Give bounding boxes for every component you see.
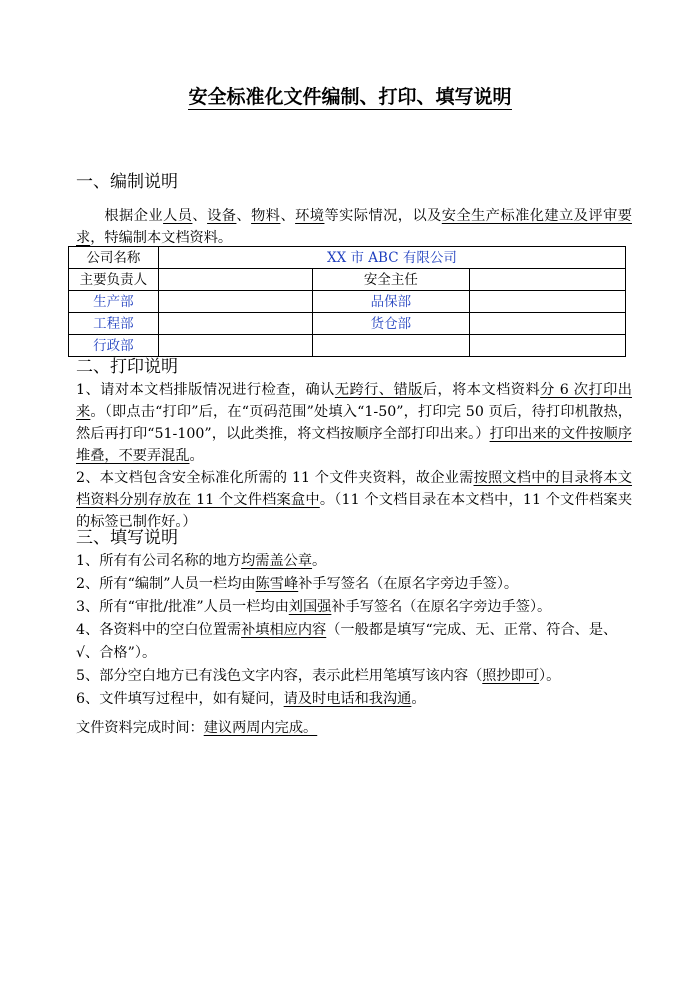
dept-engineering-label: 工程部 (69, 313, 159, 335)
company-info-table (68, 246, 626, 357)
company-name-label: 公司名称 (69, 247, 159, 269)
dept-quality-label: 品保部 (312, 291, 470, 313)
table-row (69, 269, 626, 291)
print-instruction-2: 2、本文档包含安全标准化所需的 11 个文件夹资料，故企业需按照文档中的目录将本文档资料分别存放在 11 个文件档案盒中。（11 个文档目录在本文档中，11 个文件档案夹的标签已制作好。） (76, 470, 633, 530)
fill-instruction-6: 6、文件填写过程中，如有疑问，请及时电话和我沟通。 (76, 691, 426, 707)
fill-instruction-5: 5、部分空白地方已有浅色文字内容，表示此栏用笔填写该内容（照抄即可）。 (76, 668, 561, 684)
dept-admin-value-cell (158, 335, 312, 357)
safety-director-label: 安全主任 (312, 269, 470, 291)
print-instruction-1: 1、请对本文档排版情况进行检查，确认无跨行、错版后，将本文档资料分 6 次打印出来。（即点击“打印”后，在“页码范围”处填入“1-50”，打印完 50 页后，待打印机散热，然后再打印“51-100”，以此类推，将文档按顺序全部打印出来。）打印出来的文件按顺序堆叠，不要弄混乱。 (76, 382, 632, 464)
table-row (69, 313, 626, 335)
dept-warehouse-label: 货仓部 (312, 313, 470, 335)
fill-instruction-1: 1、所有有公司名称的地方均需盖公章。 (76, 553, 327, 569)
fill-instruction-4: 4、各资料中的空白位置需补填相应内容（一般都是填写“完成、无、正常、符合、是、√、合格”）。 (76, 622, 618, 661)
section2-heading: 二、打印说明 (76, 357, 178, 377)
table-row (69, 335, 626, 357)
dept-production-value-cell (158, 291, 312, 313)
leader-value-cell (158, 269, 312, 291)
fill-instruction-3: 3、所有“审批/批准”人员一栏均由刘国强补手写签名（在原名字旁边手签）。 (76, 599, 552, 615)
dept-admin-label: 行政部 (69, 335, 159, 357)
section1-paragraph: 根据企业人员、设备、物料、环境等实际情况，以及安全生产标准化建立及评审要求，特编制本文档资料。 (76, 208, 632, 246)
completion-label: 文件资料完成时间： (76, 720, 204, 736)
dept-production-label: 生产部 (69, 291, 159, 313)
section2-body (76, 379, 632, 533)
completion-value: 建议两周内完成。 (203, 720, 318, 736)
dept-quality-value-cell (470, 291, 626, 313)
document-title: 安全标准化文件编制、打印、填写说明 (188, 86, 512, 108)
leader-label: 主要负责人 (69, 269, 159, 291)
section3-heading: 三、填写说明 (76, 528, 178, 548)
section3-list (76, 550, 636, 711)
safety-director-value-cell (470, 269, 626, 291)
fill-instruction-2: 2、所有“编制”人员一栏均由陈雪峰补手写签名（在原名字旁边手签）。 (76, 576, 519, 592)
table-row (69, 247, 626, 269)
company-name-value: XX 市 ABC 有限公司 (158, 247, 625, 269)
table-row (69, 291, 626, 313)
dept-engineering-value-cell (158, 313, 312, 335)
section1-heading: 一、编制说明 (76, 172, 178, 192)
completion-time (76, 717, 636, 740)
empty-label-cell (312, 335, 470, 357)
dept-warehouse-value-cell (470, 313, 626, 335)
empty-value-cell (470, 335, 626, 357)
